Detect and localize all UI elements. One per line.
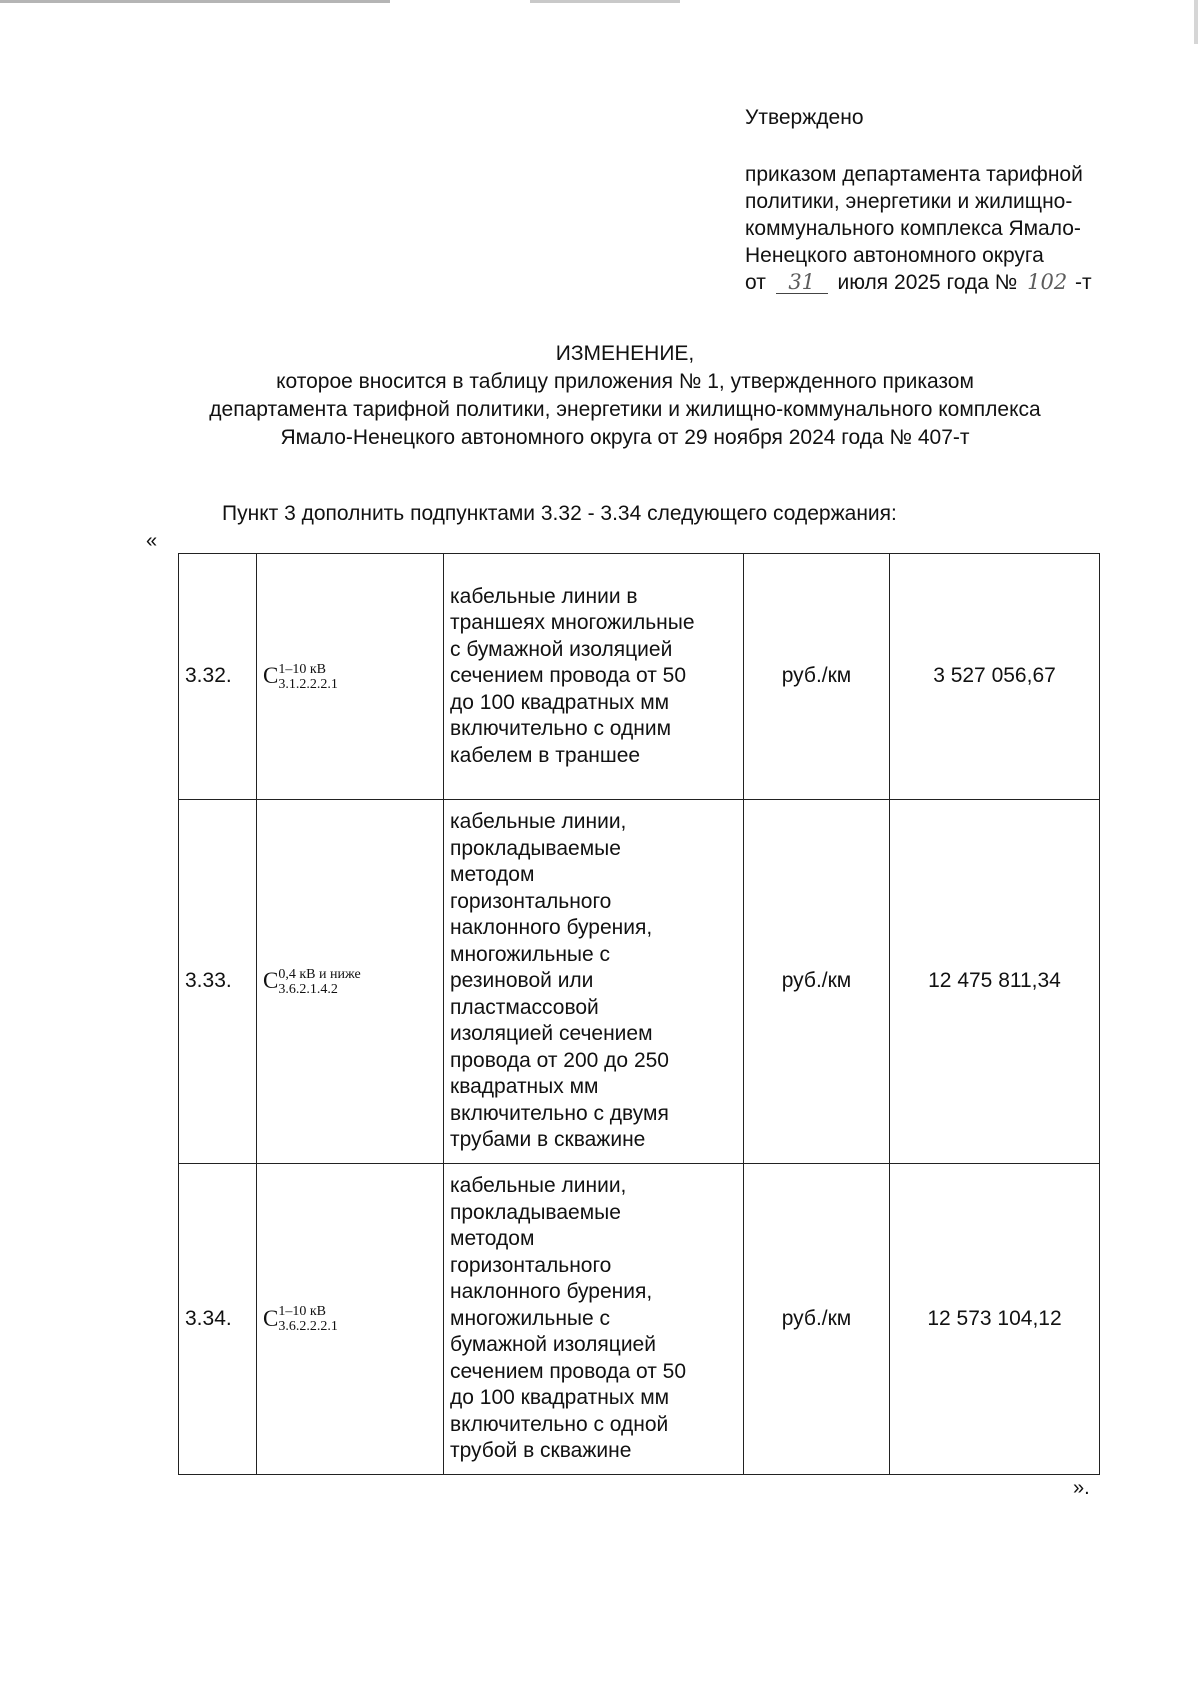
opening-quote: « bbox=[146, 530, 158, 552]
description-cell bbox=[444, 800, 744, 1164]
description-line: кабелем в траншее bbox=[450, 743, 641, 767]
scan-artifact-top-left bbox=[0, 0, 390, 3]
description-line: до 100 квадратных мм bbox=[450, 690, 670, 714]
row-number: 3.33. bbox=[179, 800, 257, 1164]
description-line: трубами в скважине bbox=[450, 1128, 646, 1152]
approval-line: политики, энергетики и жилищно- bbox=[745, 190, 1073, 213]
description-line: кабельные линии, bbox=[450, 810, 627, 834]
description-line: горизонтального bbox=[450, 889, 612, 913]
row-number: 3.34. bbox=[179, 1164, 257, 1475]
description-line: с бумажной изоляцией bbox=[450, 637, 673, 661]
description-line: пластмассовой bbox=[450, 995, 599, 1019]
description-line: сечением провода от 50 bbox=[450, 1359, 687, 1383]
handwritten-order-number: 102 bbox=[1027, 270, 1068, 294]
description-line: включительно с двумя bbox=[450, 1101, 669, 1125]
rate-code bbox=[257, 1164, 444, 1475]
description-line: до 100 квадратных мм bbox=[450, 1386, 670, 1410]
heading-line: которое вносится в таблицу приложения № 1, утвержденного приказом bbox=[276, 370, 974, 393]
description-line: наклонного бурения, bbox=[450, 916, 653, 940]
tariff-table bbox=[178, 553, 1100, 1475]
rate-code-symbol: C bbox=[263, 1305, 279, 1331]
description-line: резиновой или bbox=[450, 969, 594, 993]
rate-code bbox=[257, 554, 444, 800]
handwritten-day: 31 bbox=[776, 271, 828, 294]
heading-line: Ямало-Ненецкого автономного округа от 29 ноября 2024 года № 407-т bbox=[280, 426, 970, 449]
scan-artifact-top-middle bbox=[530, 0, 680, 3]
approval-line: Ненецкого автономного округа bbox=[745, 244, 1044, 267]
date-prefix: от bbox=[745, 271, 766, 294]
approval-label: Утверждено bbox=[745, 106, 864, 129]
description-line: многожильные с bbox=[450, 1306, 611, 1330]
heading-line: департамента тарифной политики, энергетики и жилищно-коммунального комплекса bbox=[209, 398, 1041, 421]
description-line: трубой в скважине bbox=[450, 1439, 632, 1463]
closing-quote: ». bbox=[1073, 1477, 1090, 1499]
description-cell bbox=[444, 554, 744, 800]
lead-paragraph: Пункт 3 дополнить подпунктами 3.32 - 3.34 следующего содержания: bbox=[222, 502, 897, 525]
rate-code-symbol: C bbox=[263, 968, 279, 994]
unit-cell: руб./км bbox=[744, 800, 890, 1164]
document-heading bbox=[150, 340, 1100, 452]
description-line: сечением провода от 50 bbox=[450, 664, 687, 688]
approval-line: приказом департамента тарифной bbox=[745, 163, 1083, 186]
description-line: изоляцией сечением bbox=[450, 1022, 653, 1046]
value-cell: 12 475 811,34 bbox=[890, 800, 1100, 1164]
value-cell: 3 527 056,67 bbox=[890, 554, 1100, 800]
description-line: прокладываемые bbox=[450, 836, 621, 860]
description-line: кабельные линии, bbox=[450, 1174, 627, 1198]
order-suffix: -т bbox=[1074, 271, 1092, 294]
description-line: включительно с одной bbox=[450, 1412, 669, 1436]
description-line: траншеях многожильные bbox=[450, 611, 695, 635]
approval-block bbox=[745, 104, 1165, 296]
approval-line: коммунального комплекса Ямало- bbox=[745, 217, 1081, 240]
rate-code-superscript: 1–10 кВ bbox=[278, 661, 326, 677]
rate-code-subscript: 3.6.2.2.2.1 bbox=[278, 1319, 338, 1335]
rate-code-superscript: 1–10 кВ bbox=[278, 1304, 326, 1320]
approval-date-line bbox=[745, 269, 1165, 296]
heading-title: ИЗМЕНЕНИЕ, bbox=[555, 342, 695, 365]
rate-code-superscript: 0,4 кВ и ниже bbox=[278, 966, 361, 982]
rate-code bbox=[257, 800, 444, 1164]
table-row bbox=[179, 800, 1100, 1164]
description-line: включительно с одним bbox=[450, 717, 672, 741]
description-line: многожильные с bbox=[450, 942, 611, 966]
rate-code-subscript: 3.6.2.1.4.2 bbox=[278, 981, 338, 997]
description-line: бумажной изоляцией bbox=[450, 1333, 656, 1357]
table-row bbox=[179, 1164, 1100, 1475]
description-line: методом bbox=[450, 863, 535, 887]
description-line: кабельные линии в bbox=[450, 584, 638, 608]
rate-code-symbol: C bbox=[263, 663, 279, 689]
description-line: прокладываемые bbox=[450, 1200, 621, 1224]
row-number: 3.32. bbox=[179, 554, 257, 800]
description-line: провода от 200 до 250 bbox=[450, 1048, 669, 1072]
rate-code-subscript: 3.1.2.2.2.1 bbox=[278, 676, 338, 692]
description-line: горизонтального bbox=[450, 1253, 612, 1277]
description-line: наклонного бурения, bbox=[450, 1280, 653, 1304]
unit-cell: руб./км bbox=[744, 1164, 890, 1475]
unit-cell: руб./км bbox=[744, 554, 890, 800]
date-middle: июля 2025 года № bbox=[837, 271, 1018, 294]
scan-artifact-right-edge bbox=[1194, 0, 1198, 44]
description-cell bbox=[444, 1164, 744, 1475]
description-line: методом bbox=[450, 1227, 535, 1251]
value-cell: 12 573 104,12 bbox=[890, 1164, 1100, 1475]
table-row bbox=[179, 554, 1100, 800]
description-line: квадратных мм bbox=[450, 1075, 599, 1099]
